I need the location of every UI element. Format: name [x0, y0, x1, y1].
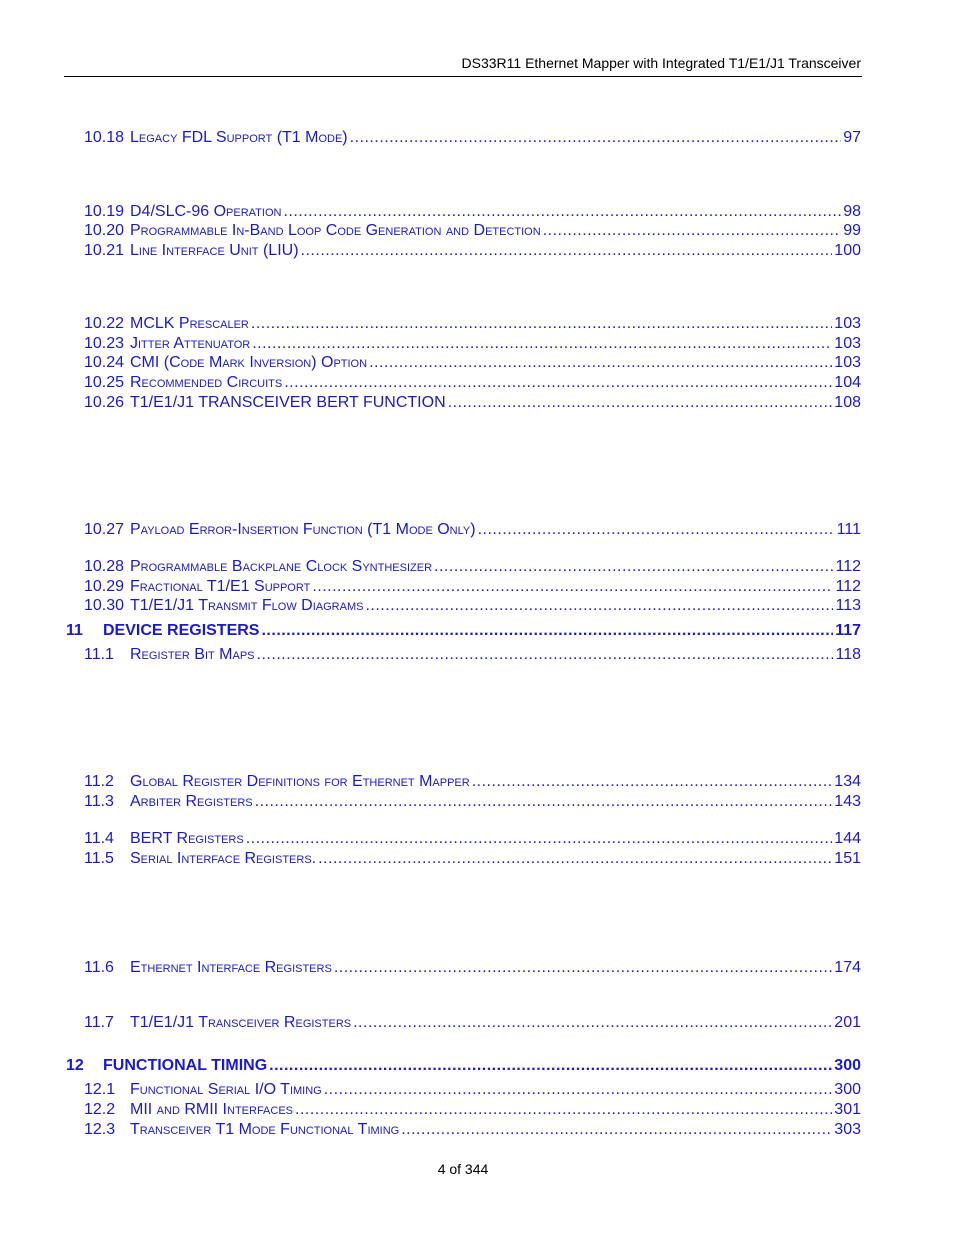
toc-page: 108 [834, 394, 861, 411]
toc-title: Payload Error-Insertion Function (T1 Mode Only) [130, 521, 476, 538]
toc-number: 10.22 [84, 315, 125, 332]
toc-number: 11.1 [84, 646, 114, 663]
toc-number: 10.21 [84, 242, 125, 259]
toc-leader [334, 959, 832, 977]
toc-title: Ethernet Interface Registers [130, 959, 332, 976]
toc-leader [283, 203, 841, 221]
toc-leader [543, 222, 842, 240]
toc-leader [369, 354, 832, 372]
toc-entry[interactable] [84, 578, 861, 598]
toc-leader [350, 129, 842, 147]
toc-leader [434, 558, 833, 576]
toc-leader [295, 1101, 832, 1119]
toc-page: 134 [834, 773, 861, 790]
toc-entry[interactable] [84, 558, 861, 578]
toc-entry[interactable] [84, 793, 861, 813]
toc-title: Fractional T1/E1 Support [130, 578, 311, 595]
toc-page: 112 [835, 578, 861, 595]
toc-page: 303 [834, 1121, 861, 1138]
toc-title: CMI (Code Mark Inversion) Option [130, 354, 368, 371]
running-header: DS33R11 Ethernet Mapper with Integrated T1/E1/J1 Transceiver [461, 55, 861, 71]
toc-entry[interactable] [84, 374, 861, 394]
toc-page: 103 [834, 335, 861, 352]
toc-leader [312, 578, 833, 596]
toc-page: 144 [834, 830, 861, 847]
toc-leader [301, 242, 833, 260]
toc-number: 10.27 [84, 521, 125, 538]
toc-title: T1/E1/J1 Transmit Flow Diagrams [130, 597, 364, 614]
toc-number: 10.20 [84, 222, 125, 239]
toc-title: FUNCTIONAL TIMING [103, 1057, 268, 1074]
toc-number: 10.19 [84, 203, 125, 220]
toc-number: 10.25 [84, 374, 125, 391]
toc-title: Legacy FDL Support (T1 Mode) [130, 129, 348, 146]
toc-chapter-entry[interactable] [66, 622, 861, 642]
toc-page: 201 [834, 1014, 861, 1031]
toc-page: 100 [834, 242, 861, 259]
toc-number: 11 [66, 622, 83, 639]
toc-number: 11.6 [84, 959, 114, 976]
toc-chapter-entry[interactable] [66, 1057, 861, 1077]
toc-page: 103 [834, 315, 861, 332]
toc-number: 11.2 [84, 773, 114, 790]
toc-leader [472, 773, 833, 791]
toc-leader [353, 1014, 832, 1032]
toc-number: 11.3 [84, 793, 114, 810]
toc-number: 12.1 [84, 1081, 116, 1098]
toc-leader [448, 394, 833, 412]
toc-entry[interactable] [84, 315, 861, 335]
toc-title: T1/E1/J1 Transceiver Registers [130, 1014, 352, 1031]
toc-page: 98 [843, 203, 861, 220]
toc-title: T1/E1/J1 TRANSCEIVER BERT FUNCTION [130, 394, 446, 411]
toc-leader [255, 793, 833, 811]
toc-title: Register Bit Maps [130, 646, 255, 663]
page-number: 4 of 344 [437, 1161, 489, 1177]
toc-title: MII and RMII Interfaces [130, 1101, 294, 1118]
toc-number: 10.23 [84, 335, 125, 352]
toc-number: 10.18 [84, 129, 125, 146]
toc-number: 11.5 [84, 850, 114, 867]
toc-entry[interactable] [84, 242, 861, 262]
toc-entry[interactable] [84, 830, 861, 850]
toc-page: 143 [834, 793, 861, 810]
toc-number: 10.26 [84, 394, 125, 411]
toc-title: D4/SLC-96 Operation [130, 203, 282, 220]
toc-number: 10.28 [84, 558, 125, 575]
toc-entry[interactable] [84, 1014, 861, 1034]
toc-title: Recommended Circuits [130, 374, 283, 391]
toc-entry[interactable] [84, 222, 861, 242]
toc-leader [252, 335, 832, 353]
toc-title: Programmable In-Band Loop Code Generation and Detection [130, 222, 541, 239]
toc-entry[interactable] [84, 335, 861, 355]
toc-leader [324, 1081, 833, 1099]
toc-leader [401, 1121, 832, 1139]
toc-entry[interactable] [84, 597, 861, 617]
toc-entry[interactable] [84, 521, 861, 541]
toc-title: Arbiter Registers [130, 793, 253, 810]
toc-entry[interactable] [84, 959, 861, 979]
toc-leader [246, 830, 833, 848]
toc-page: 113 [835, 597, 861, 614]
toc-title: DEVICE REGISTERS [103, 622, 260, 639]
toc-leader [251, 315, 832, 333]
toc-leader [365, 597, 833, 615]
toc-page: 104 [834, 374, 861, 391]
toc-entry[interactable] [84, 354, 861, 374]
header-rule [64, 76, 862, 77]
toc-leader [257, 646, 834, 664]
toc-title: Global Register Definitions for Ethernet Mapper [130, 773, 470, 790]
toc-leader [318, 850, 832, 868]
toc-title: Line Interface Unit (LIU) [130, 242, 299, 259]
toc-title: Programmable Backplane Clock Synthesizer [130, 558, 433, 575]
toc-leader [478, 521, 835, 539]
toc-title: Transceiver T1 Mode Functional Timing [130, 1121, 400, 1138]
toc-entry[interactable] [84, 850, 861, 870]
toc-page: 103 [834, 354, 861, 371]
toc-page: 300 [834, 1057, 861, 1074]
toc-entry[interactable] [84, 129, 861, 149]
toc-number: 11.7 [84, 1014, 114, 1031]
toc-number: 10.29 [84, 578, 125, 595]
toc-page: 118 [835, 646, 861, 663]
toc-page: 300 [834, 1081, 861, 1098]
toc-number: 12 [66, 1057, 84, 1074]
toc-title: MCLK Prescaler [130, 315, 249, 332]
toc-number: 12.3 [84, 1121, 116, 1138]
toc-title: Functional Serial I/O Timing [130, 1081, 322, 1098]
toc-entry[interactable] [84, 646, 861, 666]
toc-page: 301 [834, 1101, 861, 1118]
toc-page: 99 [843, 222, 861, 239]
toc-leader [261, 622, 833, 640]
toc-entry[interactable] [84, 1121, 861, 1141]
toc-title: Serial Interface Registers. [130, 850, 317, 867]
toc-number: 10.24 [84, 354, 125, 371]
toc-entry[interactable] [84, 773, 861, 793]
toc-page: 174 [834, 959, 861, 976]
toc-entry[interactable] [84, 394, 861, 414]
toc-entry[interactable] [84, 203, 861, 223]
toc-page: 151 [834, 850, 861, 867]
toc-entry[interactable] [84, 1081, 861, 1101]
toc-page: 112 [835, 558, 861, 575]
toc-title: Jitter Attenuator [130, 335, 251, 352]
toc-leader [284, 374, 832, 392]
toc-leader [269, 1057, 832, 1075]
toc-title: BERT Registers [130, 830, 244, 847]
toc-page: 111 [836, 521, 861, 538]
toc-entry[interactable] [84, 1101, 861, 1121]
toc-number: 11.4 [84, 830, 114, 847]
toc-number: 12.2 [84, 1101, 116, 1118]
toc-page: 97 [843, 129, 861, 146]
toc-number: 10.30 [84, 597, 125, 614]
toc-page: 117 [835, 622, 861, 639]
